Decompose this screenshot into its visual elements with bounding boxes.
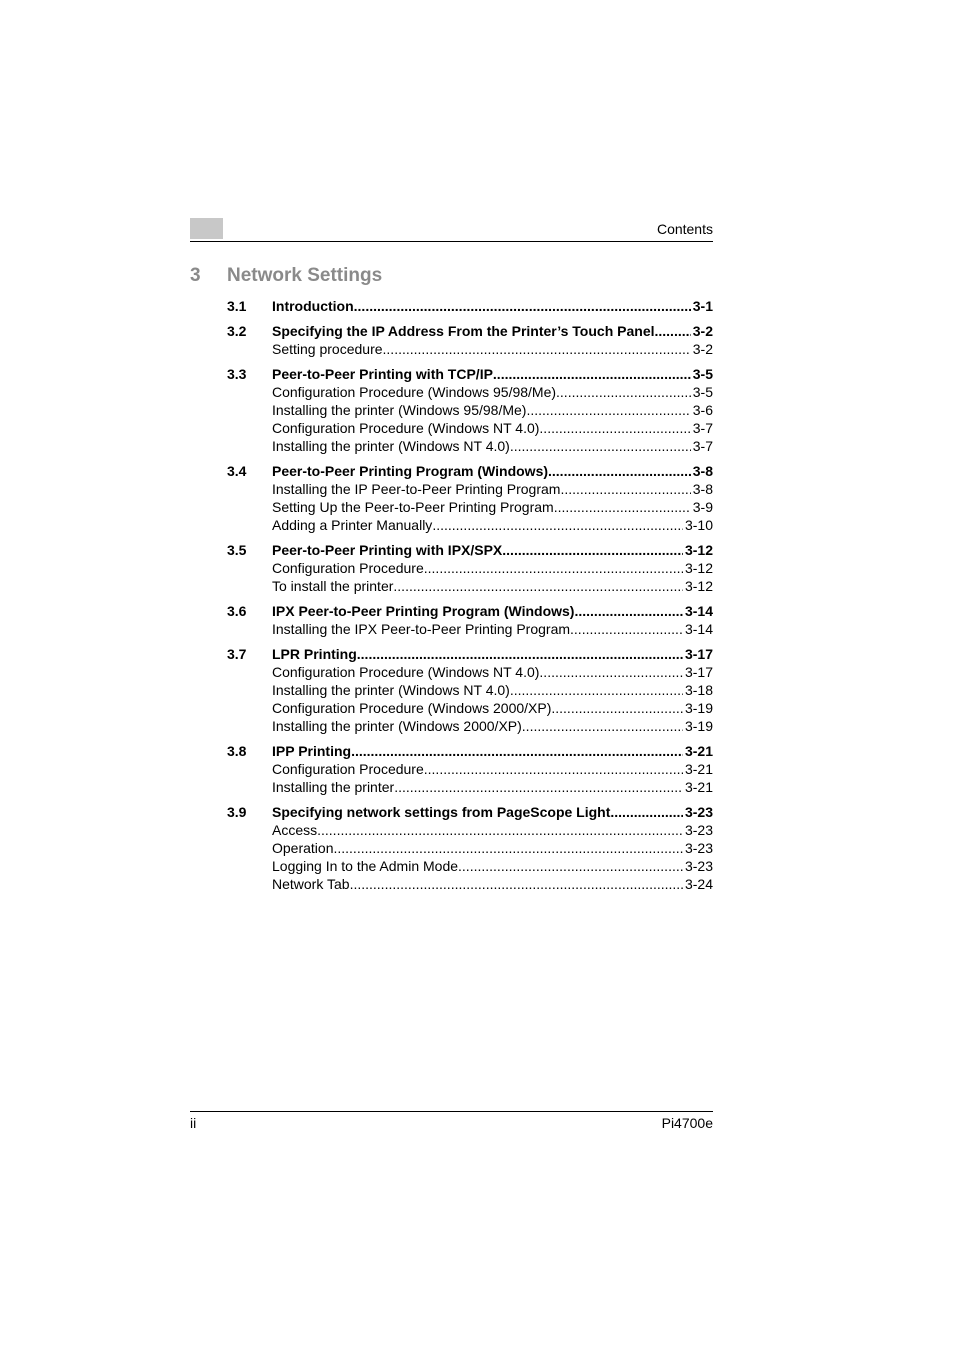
chapter-title: Network Settings (227, 265, 383, 286)
section-link[interactable] (272, 365, 713, 383)
header-rule (190, 241, 713, 242)
dot-leader (383, 340, 691, 358)
section-title: LPR Printing (272, 646, 357, 662)
toc-subsection-entry[interactable] (227, 340, 713, 358)
section-link[interactable] (272, 541, 713, 559)
toc-subsection-entry[interactable] (227, 681, 713, 699)
toc-section-entry[interactable] (227, 322, 713, 340)
subsection-link[interactable] (272, 717, 713, 735)
dot-leader (539, 419, 690, 437)
subsection-title: Network Tab (272, 876, 350, 892)
section-number: 3.4 (227, 463, 247, 479)
toc-section-entry[interactable] (227, 645, 713, 663)
dot-leader (354, 297, 691, 315)
section-number: 3.6 (227, 603, 247, 619)
section-link[interactable] (272, 322, 713, 340)
section-page: 3-8 (692, 463, 713, 479)
footer-rule (190, 1111, 713, 1112)
table-of-contents (227, 297, 713, 900)
toc-subsection-entry[interactable] (227, 437, 713, 455)
subsection-page: 3-7 (692, 420, 713, 436)
subsection-page: 3-19 (684, 700, 713, 716)
subsection-link[interactable] (272, 419, 713, 437)
section-title: Peer-to-Peer Printing with TCP/IP (272, 366, 493, 382)
subsection-link[interactable] (272, 699, 713, 717)
subsection-page: 3-5 (692, 384, 713, 400)
section-link[interactable] (272, 297, 713, 315)
section-number: 3.5 (227, 542, 247, 558)
subsection-link[interactable] (272, 821, 713, 839)
dot-leader (357, 645, 683, 663)
subsection-title: Installing the IP Peer-to-Peer Printing Program (272, 481, 561, 497)
subsection-title: Configuration Procedure (272, 560, 424, 576)
subsection-page: 3-24 (684, 876, 713, 892)
subsection-link[interactable] (272, 857, 713, 875)
header-tab-marker (190, 218, 223, 239)
dot-leader (560, 480, 690, 498)
toc-subsection-entry[interactable] (227, 559, 713, 577)
dot-leader (655, 322, 691, 340)
subsection-link[interactable] (272, 875, 713, 893)
section-link[interactable] (272, 742, 713, 760)
subsection-page: 3-6 (692, 402, 713, 418)
subsection-page: 3-23 (684, 858, 713, 874)
section-link[interactable] (272, 645, 713, 663)
subsection-page: 3-23 (684, 840, 713, 856)
subsection-page: 3-23 (684, 822, 713, 838)
toc-section-entry[interactable] (227, 803, 713, 821)
subsection-page: 3-19 (684, 718, 713, 734)
dot-leader (610, 803, 683, 821)
subsection-link[interactable] (272, 663, 713, 681)
toc-subsection-entry[interactable] (227, 620, 713, 638)
subsection-link[interactable] (272, 383, 713, 401)
header-title: Contents (656, 221, 713, 237)
dot-leader (424, 559, 683, 577)
section-link[interactable] (272, 602, 713, 620)
section-link[interactable] (272, 803, 713, 821)
toc-section (227, 297, 713, 315)
toc-subsection-entry[interactable] (227, 875, 713, 893)
subsection-title: Access (272, 822, 318, 838)
dot-leader (574, 602, 682, 620)
section-number: 3.9 (227, 804, 247, 820)
subsection-link[interactable] (272, 681, 713, 699)
subsection-link[interactable] (272, 340, 713, 358)
toc-section (227, 742, 713, 796)
subsection-link[interactable] (272, 778, 713, 796)
dot-leader (432, 516, 683, 534)
dot-leader (502, 541, 683, 559)
dot-leader (350, 875, 683, 893)
section-page: 3-12 (684, 542, 713, 558)
dot-leader (554, 498, 691, 516)
section-number: 3.3 (227, 366, 247, 382)
section-title: Peer-to-Peer Printing with IPX/SPX (272, 542, 503, 558)
subsection-page: 3-14 (684, 621, 713, 637)
dot-leader (551, 699, 683, 717)
dot-leader (424, 760, 683, 778)
subsection-title: Setting procedure (272, 341, 383, 357)
subsection-page: 3-2 (692, 341, 713, 357)
subsection-title: Installing the printer (Windows NT 4.0) (272, 682, 510, 698)
chapter-number: 3 (190, 265, 201, 286)
toc-section-entry[interactable] (227, 365, 713, 383)
section-title: Specifying network settings from PageScope Light (272, 804, 611, 820)
section-page: 3-2 (692, 323, 713, 339)
dot-leader (548, 462, 691, 480)
dot-leader (539, 663, 683, 681)
subsection-title: Installing the printer (Windows NT 4.0) (272, 438, 510, 454)
product-name: Pi4700e (661, 1115, 713, 1131)
dot-leader (458, 857, 683, 875)
section-title: Introduction (272, 298, 354, 314)
section-title: Specifying the IP Address From the Printer’s Touch Panel (272, 323, 655, 339)
subsection-page: 3-8 (692, 481, 713, 497)
section-title: IPX Peer-to-Peer Printing Program (Windows) (272, 603, 575, 619)
subsection-link[interactable] (272, 480, 713, 498)
section-page: 3-14 (684, 603, 713, 619)
section-title: Peer-to-Peer Printing Program (Windows) (272, 463, 549, 479)
subsection-title: Configuration Procedure (Windows NT 4.0) (272, 420, 540, 436)
toc-subsection-entry[interactable] (227, 577, 713, 595)
toc-section-entry[interactable] (227, 297, 713, 315)
toc-section (227, 322, 713, 358)
toc-subsection-entry[interactable] (227, 839, 713, 857)
dot-leader (556, 383, 691, 401)
dot-leader (333, 839, 682, 857)
section-link[interactable] (272, 462, 713, 480)
section-number: 3.7 (227, 646, 247, 662)
dot-leader (510, 681, 683, 699)
dot-leader (493, 365, 691, 383)
subsection-link[interactable] (272, 760, 713, 778)
subsection-title: Installing the printer (Windows 95/98/Me) (272, 402, 527, 418)
subsection-title: Configuration Procedure (Windows 95/98/Me) (272, 384, 557, 400)
subsection-title: Adding a Printer Manually (272, 517, 433, 533)
toc-subsection-entry[interactable] (227, 480, 713, 498)
subsection-page: 3-12 (684, 578, 713, 594)
section-title: IPP Printing (272, 743, 352, 759)
section-number: 3.8 (227, 743, 247, 759)
subsection-page: 3-17 (684, 664, 713, 680)
subsection-page: 3-21 (684, 779, 713, 795)
subsection-page: 3-7 (692, 438, 713, 454)
toc-subsection-entry[interactable] (227, 857, 713, 875)
section-number: 3.2 (227, 323, 247, 339)
dot-leader (510, 437, 691, 455)
subsection-title: Configuration Procedure (272, 761, 424, 777)
subsection-page: 3-21 (684, 761, 713, 777)
subsection-title: Installing the IPX Peer-to-Peer Printing Program (272, 621, 571, 637)
subsection-link[interactable] (272, 498, 713, 516)
toc-subsection-entry[interactable] (227, 498, 713, 516)
subsection-title: To install the printer (272, 578, 394, 594)
toc-section (227, 365, 713, 455)
section-number: 3.1 (227, 298, 247, 314)
dot-leader (317, 821, 683, 839)
toc-subsection-entry[interactable] (227, 699, 713, 717)
toc-section-entry[interactable] (227, 462, 713, 480)
toc-subsection-entry[interactable] (227, 663, 713, 681)
toc-section (227, 602, 713, 638)
toc-section (227, 462, 713, 534)
subsection-title: Setting Up the Peer-to-Peer Printing Program (272, 499, 554, 515)
toc-subsection-entry[interactable] (227, 717, 713, 735)
toc-section (227, 645, 713, 735)
toc-section-entry[interactable] (227, 602, 713, 620)
toc-subsection-entry[interactable] (227, 821, 713, 839)
subsection-title: Installing the printer (Windows 2000/XP) (272, 718, 522, 734)
dot-leader (393, 577, 683, 595)
section-page: 3-21 (684, 743, 713, 759)
section-page: 3-17 (684, 646, 713, 662)
subsection-title: Configuration Procedure (Windows NT 4.0) (272, 664, 540, 680)
subsection-link[interactable] (272, 401, 713, 419)
subsection-title: Installing the printer (272, 779, 395, 795)
subsection-link[interactable] (272, 839, 713, 857)
section-page: 3-5 (692, 366, 713, 382)
subsection-link[interactable] (272, 577, 713, 595)
dot-leader (522, 717, 683, 735)
toc-subsection-entry[interactable] (227, 419, 713, 437)
toc-subsection-entry[interactable] (227, 383, 713, 401)
toc-subsection-entry[interactable] (227, 778, 713, 796)
subsection-page: 3-18 (684, 682, 713, 698)
page-number: ii (190, 1115, 197, 1131)
toc-subsection-entry[interactable] (227, 401, 713, 419)
dot-leader (570, 620, 683, 638)
toc-section-entry[interactable] (227, 541, 713, 559)
subsection-link[interactable] (272, 559, 713, 577)
toc-section (227, 541, 713, 595)
dot-leader (351, 742, 683, 760)
section-page: 3-1 (692, 298, 713, 314)
subsection-title: Operation (272, 840, 334, 856)
toc-section-entry[interactable] (227, 742, 713, 760)
subsection-title: Configuration Procedure (Windows 2000/XP) (272, 700, 552, 716)
section-page: 3-23 (684, 804, 713, 820)
dot-leader (394, 778, 683, 796)
toc-section (227, 803, 713, 893)
toc-subsection-entry[interactable] (227, 516, 713, 534)
subsection-title: Logging In to the Admin Mode (272, 858, 459, 874)
subsection-link[interactable] (272, 516, 713, 534)
subsection-page: 3-9 (692, 499, 713, 515)
subsection-link[interactable] (272, 437, 713, 455)
chapter-heading (190, 265, 382, 287)
subsection-link[interactable] (272, 620, 713, 638)
subsection-page: 3-10 (684, 517, 713, 533)
subsection-page: 3-12 (684, 560, 713, 576)
dot-leader (526, 401, 690, 419)
toc-subsection-entry[interactable] (227, 760, 713, 778)
